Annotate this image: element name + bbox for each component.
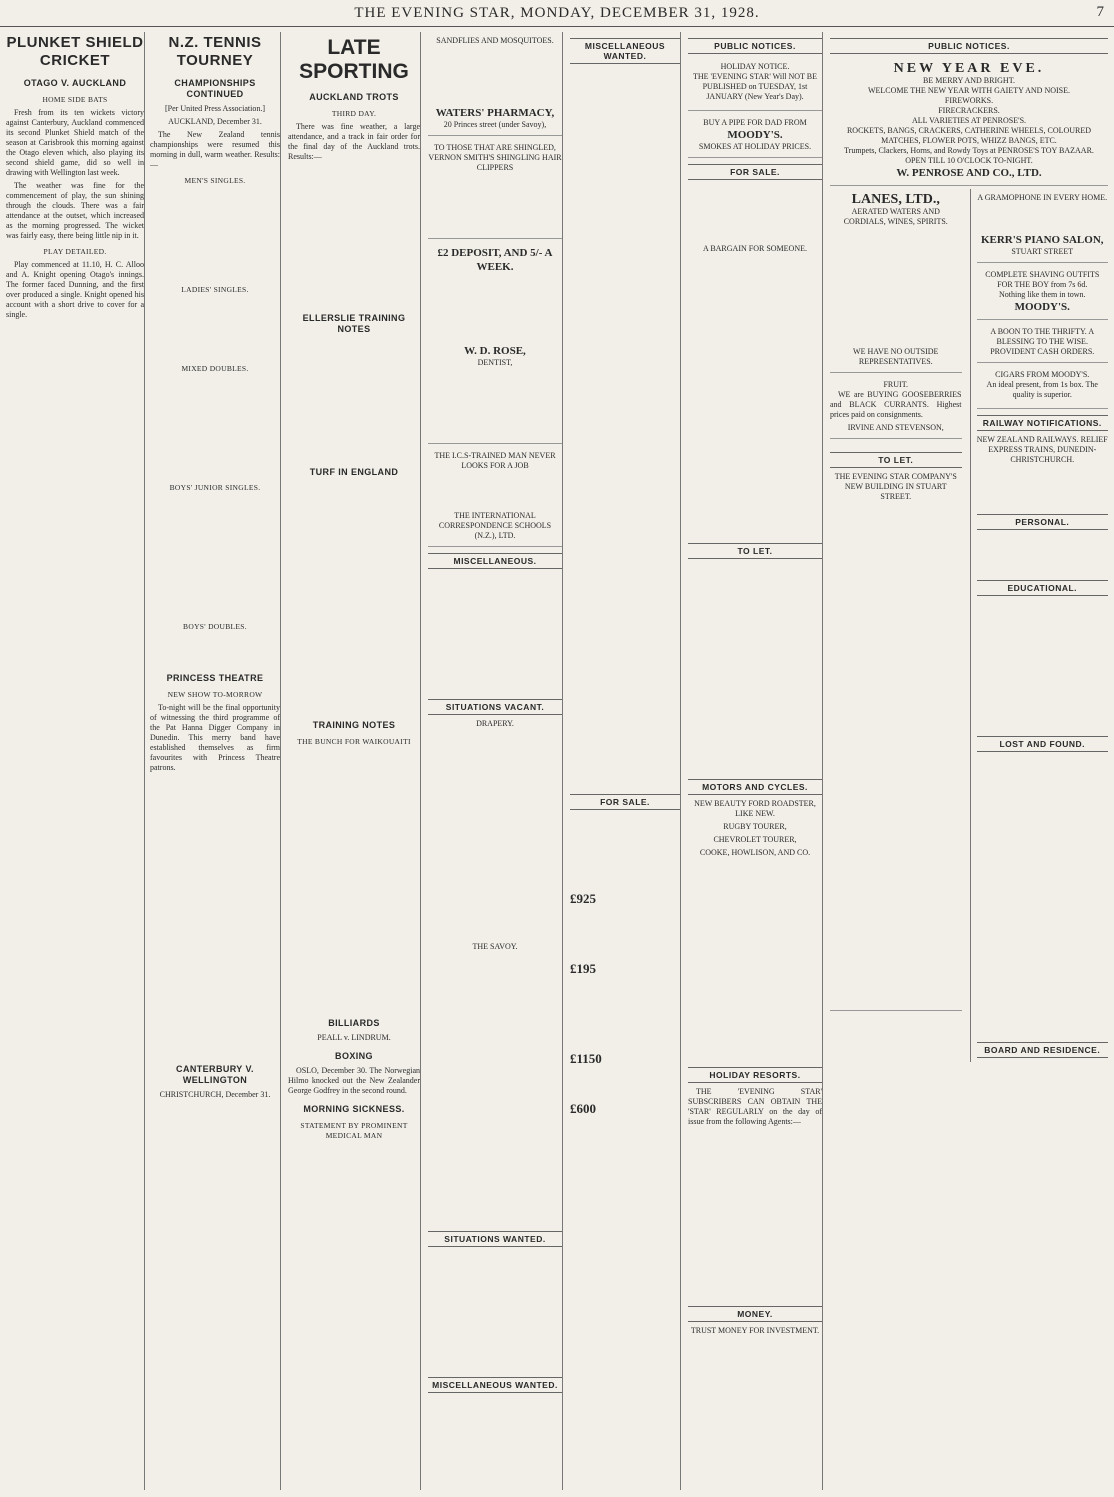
article-paragraph: The weather was fine for the commencement of play, the sun shining through the clouds. There was a fair attendance at the outset, which increased as the morning progressed. The wicket was fairly easy, there being little nip in it. (6, 181, 144, 240)
subhead-third-day: THIRD DAY. (331, 109, 377, 118)
section-lost-found: LOST AND FOUND. (977, 736, 1109, 752)
ad-ics-schools: THE I.C.S-TRAINED MAN NEVER LOOKS FOR A JOB THE INTERNATIONAL CORRESPONDENCE SCHOOLS (N.Z.), LTD. (428, 447, 562, 547)
ad-shaving-outfits: COMPLETE SHAVING OUTFITS FOR THE BOY from 7s 6d. Nothing like them in town. MOODY'S. (977, 266, 1109, 320)
classifieds-block (428, 955, 562, 1225)
subhead-statement: STATEMENT BY PROMINENT MEDICAL MAN (300, 1121, 408, 1140)
subhead-play-detailed: PLAY DETAILED. (43, 247, 107, 256)
section-situations-wanted: SITUATIONS WANTED. (428, 1231, 562, 1247)
subhead-boys-junior-singles: BOYS' JUNIOR SINGLES. (169, 483, 261, 492)
ad-cigars: CIGARS FROM MOODY'S. An ideal present, from 1s box. The quality is superior. (977, 366, 1109, 409)
section-public-notices: PUBLIC NOTICES. (688, 38, 822, 54)
subhead-waikouaiti: THE BUNCH FOR WAIKOUAITI (297, 737, 411, 746)
column-public-notices (688, 32, 823, 1490)
subcolumn-right (970, 189, 1109, 1062)
subhead-mens-singles: MEN'S SINGLES. (184, 176, 246, 185)
section-to-let: TO LET. (688, 543, 822, 559)
masthead (0, 0, 1114, 27)
article-paragraph: Fresh from its ten wickets victory against Canterbury, Auckland commenced its second Plunket Shield match of the season at Carisbrook this morning against the Otago eleven which, also playing its second shield game, did so well in drawing with Wellington last week. (6, 108, 144, 177)
headline-turf-england: TURF IN ENGLAND (309, 467, 399, 477)
section-holiday-resorts: HOLIDAY RESORTS. (688, 1067, 822, 1083)
drapery-heading: DRAPERY. (476, 719, 514, 728)
article-body (150, 776, 280, 1056)
results-block (150, 496, 280, 616)
subhead-ladies-singles: LADIES' SINGLES. (181, 285, 249, 294)
money-ad: TRUST MONEY FOR INVESTMENT. (690, 1326, 820, 1335)
subhead-home-side-bats: HOME SIDE BATS (42, 95, 108, 104)
dateline: CHRISTCHURCH, December 31. (159, 1090, 271, 1099)
results-block (150, 377, 280, 477)
column-ads-miscellaneous (428, 32, 563, 1490)
dateline: AUCKLAND, December 31. (168, 117, 262, 126)
press-credit: [Per United Press Association.] (165, 104, 265, 113)
motor-listing: NEW BEAUTY FORD ROADSTER, LIKE NEW. (694, 799, 816, 818)
headline-ellerslie: ELLERSLIE TRAINING NOTES (302, 313, 406, 334)
motor-dealer: COOKE, HOWLISON, AND CO. (699, 848, 811, 857)
agents-list (688, 1130, 822, 1300)
bargain-ad: A BARGAIN FOR SOMEONE. (702, 244, 807, 253)
ad-holiday-notice: HOLIDAY NOTICE. THE 'EVENING STAR' Will NOT BE PUBLISHED on TUESDAY, 1st JANUARY (New Year's Day). (688, 58, 822, 111)
subhead-auckland-trots: AUCKLAND TROTS (309, 92, 399, 102)
price-listing: £925 (570, 891, 596, 906)
article-body (288, 165, 420, 305)
headline-plunket-shield: PLUNKET SHIELD CRICKET (6, 34, 144, 69)
section-railway: RAILWAY NOTIFICATIONS. (977, 415, 1109, 431)
newspaper-title: THE EVENING STAR, MONDAY, DECEMBER 31, 1928. (354, 5, 760, 21)
motor-listing: RUGBY TOURER, (723, 822, 787, 831)
ad-kerr-piano: A GRAMOPHONE IN EVERY HOME. KERR'S PIANO SALON, STUART STREET (977, 189, 1109, 263)
resorts-notice: THE 'EVENING STAR' SUBSCRIBERS CAN OBTAIN THE 'STAR' REGULARLY on the day of issue from the following Agents:— (688, 1087, 822, 1126)
column-notices-right (830, 32, 1108, 1490)
article-body (288, 750, 420, 1010)
subhead-otago-auckland: OTAGO V. AUCKLAND (23, 78, 127, 88)
ad-fruit: FRUIT. WE are BUYING GOOSEBERRIES and BLACK CURRANTS. Highest prices paid on consignments. IRVINE AND STEVENSON, (830, 376, 962, 439)
section-educational: EDUCATIONAL. (977, 580, 1109, 596)
section-miscellaneous-wanted: MISCELLANEOUS WANTED. (428, 1377, 562, 1393)
ad-star-building: TO LET. THE EVENING STAR COMPANY'S NEW BUILDING IN STUART STREET. (830, 442, 962, 1011)
headline-tennis: N.Z. TENNIS TOURNEY (168, 34, 262, 69)
classifieds-block (688, 861, 822, 1061)
subhead-new-show: NEW SHOW TO-MORROW (167, 690, 263, 699)
section-personal: PERSONAL. (977, 514, 1109, 530)
section-miscellaneous-wanted: MISCELLANEOUS WANTED. (570, 38, 680, 64)
price-listing: £1150 (570, 1051, 602, 1066)
section-situations-vacant: SITUATIONS VACANT. (428, 699, 562, 715)
motor-listing: CHEVROLET TOURER, (713, 835, 797, 844)
ad-dentist-rose: £2 DEPOSIT, AND 5/- A WEEK. W. D. ROSE, DENTIST, (428, 242, 562, 444)
subhead-mixed-doubles: MIXED DOUBLES. (181, 364, 249, 373)
section-public-notices: PUBLIC NOTICES. (830, 38, 1108, 54)
ad-sandflies: SANDFLIES AND MOSQUITOES. WATERS' PHARMACY, 20 Princes street (under Savoy), (428, 32, 562, 136)
section-board-residence: BOARD AND RESIDENCE. (977, 1042, 1109, 1058)
headline-princess-theatre: PRINCESS THEATRE (166, 673, 264, 683)
section-miscellaneous: MISCELLANEOUS. (428, 553, 562, 569)
column-cricket (6, 32, 145, 1490)
headline-boxing: BOXING (335, 1051, 373, 1061)
subhead-championships: CHAMPIONSHIPS CONTINUED (174, 78, 256, 99)
price-listing: £600 (570, 1101, 596, 1116)
ad-lanes: LANES, LTD., AERATED WATERS AND CORDIALS, WINES, SPIRITS. WE HAVE NO OUTSIDE REPRESENTATIVES. (830, 189, 962, 373)
results-block (150, 298, 280, 358)
headline-billiards: BILLIARDS (328, 1018, 380, 1028)
section-for-sale: FOR SALE. (688, 164, 822, 180)
article-paragraph: There was fine weather, a large attendance, and a track in fair order for the final day of the Auckland trots. Results:— (288, 122, 420, 161)
classifieds-block (428, 1251, 562, 1371)
billiards-match: PEALL v. LINDRUM. (317, 1033, 391, 1042)
article-paragraph: Play commenced at 11.10, H. C. Alloo and A. Knight opening Otago's innings. The former faced Dunning, and the first over produced a single. Knight opened his account with a short drive to cover for a single. (6, 260, 144, 319)
article-body (288, 482, 420, 712)
section-money: MONEY. (688, 1306, 822, 1322)
column-wanted-sale (570, 32, 681, 1490)
ad-pipe-for-dad: BUY A PIPE FOR DAD FROM MOODY'S. SMOKES AT HOLIDAY PRICES. (688, 114, 822, 158)
article-paragraph: OSLO, December 30. The Norwegian Hilmo knocked out the New Zealander George Godfrey in the second round. (288, 1066, 420, 1095)
classifieds-block (570, 68, 680, 788)
classifieds-block (428, 573, 562, 693)
classifieds-block (428, 732, 562, 942)
price-listing: £195 (570, 961, 596, 976)
railway-notice: NEW ZEALAND RAILWAYS. RELIEF EXPRESS TRAINS, DUNEDIN-CHRISTCHURCH. (976, 435, 1108, 464)
headline-morning-sickness: MORNING SICKNESS. (303, 1104, 405, 1114)
page-number: 7 (1096, 4, 1104, 20)
section-motors-cycles: MOTORS AND CYCLES. (688, 779, 822, 795)
article-body (288, 339, 420, 459)
article-paragraph: To-night will be the final opportunity of witnessing the third programme of the Pat Hanna Digger Company in Dunedin. This merry band have established themselves as firm favourites with Princess Theatre patrons. (150, 703, 280, 772)
classifieds-block (688, 563, 822, 773)
ad-shingling-clippers: TO THOSE THAT ARE SHINGLED, VERNON SMITH'S SHINGLING HAIR CLIPPERS (428, 139, 562, 239)
classifieds-block (688, 184, 822, 244)
classifieds-block (688, 257, 822, 537)
classifieds-block (570, 814, 680, 894)
subcolumn-left (830, 189, 962, 1062)
subhead-boys-doubles: BOYS' DOUBLES. (183, 622, 247, 631)
savoy-ad: THE SAVOY. (472, 942, 518, 951)
results-block (150, 635, 280, 665)
section-for-sale: FOR SALE. (570, 794, 680, 810)
column-tennis (150, 32, 281, 1490)
ad-waters-pharmacy: WATERS' PHARMACY, (435, 107, 555, 119)
article-paragraph: The New Zealand tennis championships were resumed this morning in dull, warm weather. Results:— (150, 130, 280, 169)
headline-training-notes: TRAINING NOTES (312, 720, 396, 730)
ad-penrose-fireworks: NEW YEAR EVE. BE MERRY AND BRIGHT. WELCOME THE NEW YEAR WITH GAIETY AND NOISE. FIREWORKS. FIRECRACKERS. ALL VARIETIES AT PENROSE'S. ROCKETS, BANGS, CRACKERS, CATHERINE WHEELS, COLOURED MATCHES, FLOWER POTS, WHIZZ BANGS, ETC. Trumpets, Clackers, Horns, and Rowdy Toys at PENROSE'S TOY BAZAAR. OPEN TILL 10 O'CLOCK TO-NIGHT. W. PENROSE AND CO., LTD. (830, 58, 1108, 186)
headline-canterbury-wellington: CANTERBURY V. WELLINGTON (176, 1064, 254, 1085)
column-late-sporting (288, 32, 421, 1490)
ad-provident: A BOON TO THE THRIFTY. A BLESSING TO THE WISE. PROVIDENT CASH ORDERS. (977, 323, 1109, 363)
headline-late-sporting: LATE SPORTING (299, 36, 409, 83)
results-block (150, 189, 280, 279)
